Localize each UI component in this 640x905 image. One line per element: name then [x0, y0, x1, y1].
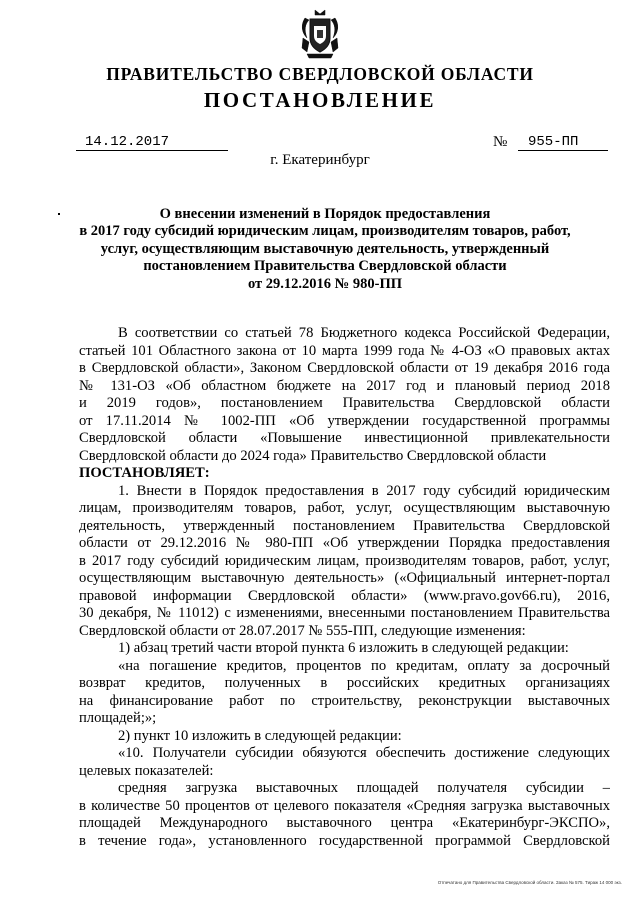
- title-line: услуг, осуществляющим выставочную деятельность, утвержденный: [100, 240, 550, 257]
- body-line: Свердловской области «Повышение инвестиционной привлекательности: [79, 430, 610, 446]
- organization-name: ПРАВИТЕЛЬСТВО СВЕРДЛОВСКОЙ ОБЛАСТИ: [106, 64, 534, 84]
- body-line: на финансирование работ по строительству, реконструкции выставочных: [79, 692, 610, 709]
- body-line: и 2019 годов», постановлением Правительства Свердловской области: [79, 395, 610, 411]
- body-line: № 131-ОЗ «Об областном бюджете на 2017 год и плановый период 2018: [79, 377, 610, 394]
- body-line: правовой информации Свердловской области» (www.pravo.gov66.ru), 2016,: [79, 587, 610, 604]
- body-line: от 17.11.2014 № 1002-ПП «Об утверждении государственной программы: [79, 412, 610, 429]
- operative-heading: ПОСТАНОВЛЯЕТ:: [79, 465, 210, 481]
- title-line: от 29.12.2016 № 980-ПП: [247, 275, 402, 292]
- body-line: 2) пункт 10 изложить в следующей редакции:: [118, 727, 402, 744]
- body-line: средняя загрузка выставочных площадей получателя субсидии –: [118, 780, 610, 796]
- body-line: В соответствии со статьей 78 Бюджетного кодекса Российской Федерации,: [118, 325, 610, 341]
- body-line: 1. Внести в Порядок предоставления в 2017 году субсидий юридическим: [118, 482, 610, 499]
- body-line: деятельность, утвержденный постановлением Правительства Свердловской: [79, 517, 610, 534]
- body-line: осуществляющим выставочную деятельность» («Официальный интернет-портал: [79, 570, 610, 586]
- print-footer: Отпечатано для Правительства Свердловской области. Заказ № 575. Тираж 14 000 экз.: [437, 880, 622, 885]
- document-number: 955-ПП: [518, 134, 608, 151]
- body-line: целевых показателей:: [79, 762, 214, 779]
- document-date: 14.12.2017: [76, 134, 228, 151]
- document-title: [60, 206, 590, 293]
- body-line: 30 декабря, № 11012) с изменениями, внесенными постановлением Правительства: [79, 605, 610, 621]
- body-line: статьей 101 Областного закона от 10 марта 1999 года № 4-ОЗ «О правовых актах: [79, 342, 610, 359]
- coat-of-arms-icon: [299, 8, 341, 60]
- body-line: в Свердловской области», Законом Свердловской области от 19 декабря 2016 года: [79, 360, 610, 376]
- body-line: Свердловской области от 28.07.2017 № 555-ПП, следующие изменения:: [79, 622, 526, 639]
- body-line: в течение года», установленного государственной программой Свердловской: [79, 832, 610, 849]
- title-line: в 2017 году субсидий юридическим лицам, производителям товаров, работ,: [79, 223, 571, 240]
- body-line: в количестве 50 процентов от целевого показателя «Средняя загрузка выставочных: [79, 797, 610, 814]
- document-body: [79, 325, 610, 850]
- body-line: 1) абзац третий части второй пункта 6 изложить в следующей редакции:: [118, 640, 569, 656]
- body-line: площадей;»;: [79, 710, 157, 726]
- body-line: области от 29.12.2016 № 980-ПП «Об утверждении Порядка предоставления: [79, 535, 610, 551]
- body-line: лицам, производителям товаров, работ, услуг, осуществляющим выставочную: [79, 500, 610, 516]
- number-label: №: [493, 134, 508, 150]
- title-line: О внесении изменений в Порядок предоставления: [159, 206, 491, 222]
- body-line: «10. Получатели субсидии обязуются обеспечить достижение следующих: [118, 745, 610, 761]
- body-line: площадей Международного выставочного центра «Екатеринбург-ЭКСПО»,: [79, 815, 610, 831]
- body-line: «на погашение кредитов, процентов по кредитам, оплату за досрочный: [118, 657, 610, 674]
- body-line: возврат кредитов, полученных в российских кредитных организациях: [79, 675, 610, 691]
- body-line: Свердловской области до 2024 года» Правительство Свердловской области: [79, 447, 547, 464]
- city: г. Екатеринбург: [270, 152, 370, 168]
- title-line: постановлением Правительства Свердловской области: [143, 258, 507, 275]
- body-line: в 2017 году субсидий юридическим лицам, производителям товаров, работ, услуг,: [79, 552, 610, 569]
- document-type: ПОСТАНОВЛЕНИЕ: [203, 88, 437, 112]
